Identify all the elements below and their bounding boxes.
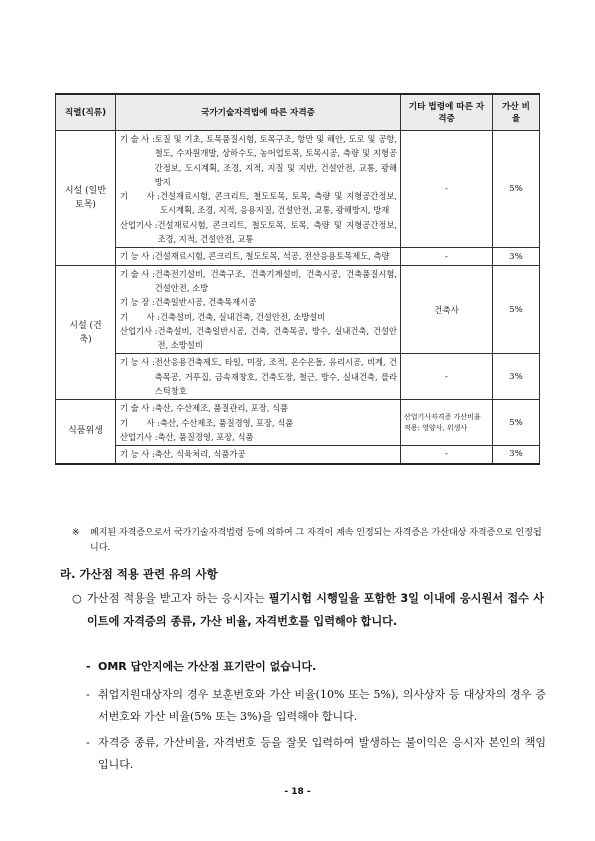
law-entry-value: 축산, 품질경영, 포장, 식품 — [157, 431, 254, 442]
law-entry — [120, 310, 397, 324]
field-cell: 시설 (일반토목) — [56, 131, 116, 266]
other-cell: 산업기사자격증 가산비율 적용: 영양사, 위생사 — [401, 400, 493, 446]
main-paragraph — [72, 588, 544, 633]
other-cell: - — [401, 446, 493, 464]
other-cell: - — [401, 248, 493, 265]
law-cell — [116, 354, 401, 400]
ratio-cell: 3% — [493, 248, 540, 265]
law-entry-value: 건축설비, 건축일반시공, 건축, 건축목공, 방수, 실내건축, 건설안전, 소방설비 — [157, 325, 397, 351]
table-row — [56, 400, 540, 446]
ratio-cell: 3% — [493, 446, 540, 464]
dash-mark: - — [86, 736, 90, 749]
ratio-cell: 5% — [493, 400, 540, 446]
law-entry — [120, 401, 397, 415]
law-entry-key: 산업기사 : — [120, 219, 158, 230]
law-entry-key: 기 능 장 : — [120, 297, 155, 308]
dash-mark: - — [86, 660, 91, 673]
law-entry-value: 건설재료시험, 콘크리트, 철도토목, 토목, 측량 및 지형공간정보, 조경, 지적, 건설안전, 교통 — [157, 219, 397, 245]
section-title: 라. 가산점 적용 관련 유의 사항 — [60, 567, 218, 581]
main-paragraph-emphasis: 필기시험 시행일을 포함한 3일 이내에 응시원서 접수 사이트에 자격증의 종류, 가산 비율, 자격번호를 입력해야 합니다. — [87, 592, 545, 628]
law-entry — [120, 447, 397, 461]
law-cell — [116, 446, 401, 464]
law-entry-value: 전산응용건축제도, 타일, 미장, 조적, 온수온돌, 유리시공, 비계, 건축목공, 거푸집, 금속재창호, 건축도장, 철근, 방수, 실내건축, 플라스틱창호 — [154, 357, 397, 397]
law-cell — [116, 248, 401, 265]
other-cell: - — [401, 354, 493, 400]
law-entry — [120, 189, 397, 218]
law-cell — [116, 131, 401, 248]
law-cell — [116, 400, 401, 446]
law-entry — [120, 249, 397, 263]
law-entry-key: 기 능 사 : — [120, 357, 155, 368]
table-row — [56, 354, 540, 400]
dash-item — [86, 732, 546, 775]
law-entry-key: 기 사 : — [120, 311, 160, 322]
law-entry-value: 건설재료시험, 콘크리트, 철도토목, 토목, 측량 및 지형공간정보, 도시계획, 조경, 지적, 응용지질, 건설안전, 교통, 광해방지, 방재 — [159, 191, 397, 216]
other-cell: - — [401, 131, 493, 248]
dash-item-text: OMR 답안지에는 가산점 표기란이 없습니다. — [98, 660, 317, 673]
dash-mark: - — [86, 688, 90, 701]
law-entry — [120, 430, 397, 444]
law-entry-value: 토질 및 기초, 토목품질시험, 토목구조, 항만 및 해안, 도로 및 공항, 철도, 수자원개발, 상하수도, 농어업토목, 토목시공, 측량 및 지형공간정보, 도시계획, 조경, 지적, 지질 및 지반, 건설안전, 교통, 광해방지 — [154, 134, 397, 187]
other-cell: 건축사 — [401, 265, 493, 354]
table-row — [56, 446, 540, 464]
law-entry-key: 기 사 : — [120, 191, 160, 202]
law-entry-value: 건설재료시험, 콘크리트, 철도토목, 석공, 전산응용토목제도, 측량 — [154, 251, 390, 262]
header-law: 국가기술자격법에 따른 자격증 — [116, 94, 401, 131]
table-row — [56, 248, 540, 265]
certificate-table — [55, 93, 540, 465]
law-entry-key: 산업기사 : — [120, 325, 158, 336]
law-cell — [116, 265, 401, 354]
law-entry-value: 축산, 수산제조, 품질경영, 포장, 식품 — [159, 417, 294, 428]
table-row — [56, 131, 540, 248]
law-entry-key: 기 술 사 : — [120, 268, 155, 279]
dash-item-text: 자격증 종류, 가산비율, 자격번호 등을 잘못 입력하여 발생하는 불이익은 응시자 본인의 책임입니다. — [98, 736, 546, 771]
main-paragraph-text: 가산점 적용을 받고자 하는 응시자는 — [87, 592, 269, 605]
circle-bullet: ○ — [72, 592, 82, 605]
header-other: 기타 법령에 따른 자격증 — [401, 94, 493, 131]
law-entry-key: 기 사 : — [120, 417, 160, 428]
field-cell: 시설 (건축) — [56, 265, 116, 400]
law-entry-key: 기 능 사 : — [120, 251, 155, 262]
law-entry — [120, 355, 397, 398]
law-entry-key: 기 술 사 : — [120, 134, 155, 144]
law-entry-key: 기 술 사 : — [120, 403, 155, 414]
law-entry — [120, 416, 397, 430]
dash-item — [86, 684, 546, 727]
law-entry — [120, 295, 397, 309]
law-entry-value: 건축일반시공, 건축목재시공 — [154, 297, 257, 308]
footnote — [72, 526, 542, 556]
law-entry-key: 기 능 사 : — [120, 449, 155, 460]
field-cell: 식품위생 — [56, 400, 116, 464]
law-entry-value: 건축전기설비, 건축구조, 건축기계설비, 건축시공, 건축품질시험, 건설안전, 소방 — [154, 268, 397, 293]
table-header-row — [56, 94, 540, 131]
header-ratio: 가산 비율 — [493, 94, 540, 131]
law-entry-value: 축산, 식육처리, 식품가공 — [154, 449, 246, 460]
law-entry-key: 산업기사 : — [120, 431, 158, 442]
law-entry — [120, 267, 397, 296]
page-number: - 18 - — [284, 787, 311, 797]
header-field: 직렬(직류) — [56, 94, 116, 131]
ratio-cell: 3% — [493, 354, 540, 400]
main-paragraph-body — [87, 588, 544, 633]
dash-item — [86, 656, 546, 678]
law-entry — [120, 132, 397, 189]
law-entry-value: 축산, 수산제조, 품질관리, 포장, 식품 — [154, 403, 289, 414]
law-entry — [120, 218, 397, 247]
ratio-cell: 5% — [493, 131, 540, 248]
table-row — [56, 265, 540, 354]
ratio-cell: 5% — [493, 265, 540, 354]
dash-item-text: 취업지원대상자의 경우 보훈번호와 가산 비율(10% 또는 5%), 의사상자 등 대상자의 경우 증서번호와 가산 비율(5% 또는 3%)을 입력해야 합니다. — [98, 688, 546, 723]
law-entry — [120, 324, 397, 353]
law-entry-value: 건축설비, 건축, 실내건축, 건설안전, 소방설비 — [159, 311, 326, 322]
reference-mark: ※ — [72, 528, 80, 538]
footnote-text: 폐지된 자격증으로서 국가기술자격법령 등에 의하여 그 자격이 계속 인정되는 자격증은 가산대상 자격증으로 인정됩니다. — [90, 528, 542, 553]
